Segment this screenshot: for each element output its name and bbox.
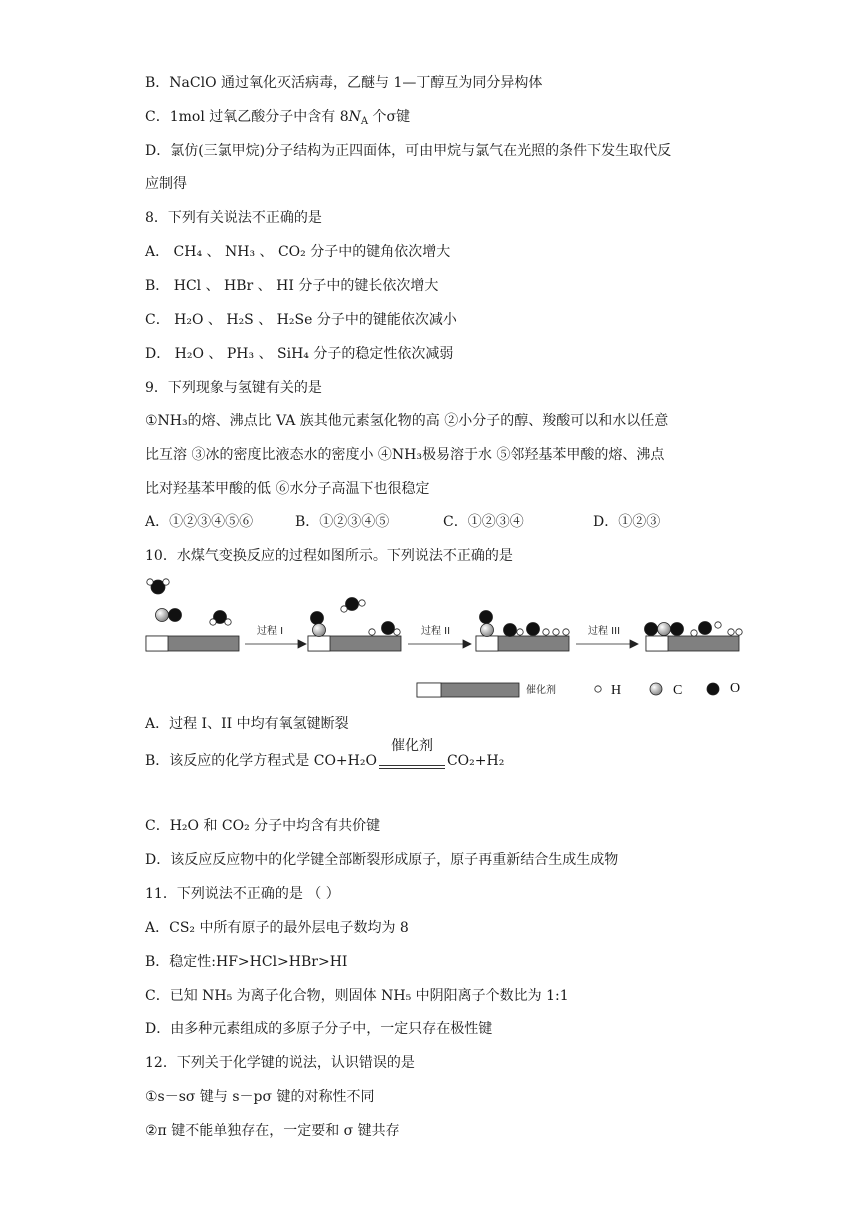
q8-option-d: D． H₂O 、 PH₃ 、 SiH₄ 分子的稳定性依次减弱 [145, 346, 454, 362]
q10-option-a: A．过程 I、II 中均有氧氢键断裂 [145, 716, 349, 732]
oxygen-atom [527, 623, 540, 636]
q11-option-a: A．CS₂ 中所有原子的最外层电子数均为 8 [145, 920, 409, 936]
step-label-2: 过程 II [421, 626, 451, 637]
q7-option-d-line2: 应制得 [145, 176, 187, 192]
legend-c-label: C [673, 683, 683, 698]
hydrogen-atom [517, 629, 523, 635]
avogadro-symbol: N [348, 109, 361, 125]
q10-option-b [145, 738, 505, 771]
q12-item-1: ①s－sσ 键与 s－pσ 键的对称性不同 [145, 1089, 375, 1105]
q7-option-c-text: C．1mol 过氧乙酸分子中含有 8 [145, 109, 349, 125]
hydrogen-atom [210, 619, 216, 625]
hydrogen-atom [543, 629, 549, 635]
q12-item-2: ②π 键不能单独存在，一定要和 σ 键共存 [145, 1123, 400, 1139]
hydrogen-atom [553, 629, 559, 635]
hydrogen-atom [369, 629, 375, 635]
q9-items-line2: 比互溶 ③冰的密度比液态水的密度小 ④NH₃极易溶于水 ⑤邻羟基苯甲酸的熔、沸点 [145, 447, 665, 463]
catalyst-slab-white [476, 636, 498, 651]
oxygen-atom [504, 624, 517, 637]
legend-o-label: O [730, 681, 741, 696]
oxygen-atom [699, 622, 712, 635]
q12-stem: 12．下列关于化学键的说法，认识错误的是 [145, 1055, 415, 1071]
q9-stem: 9．下列现象与氢键有关的是 [145, 380, 322, 396]
carbon-atom [156, 609, 169, 622]
hydrogen-atom [736, 629, 742, 635]
oxygen-atom [169, 609, 182, 622]
carbon-atom [658, 623, 671, 636]
q8-option-c: C． H₂O 、 H₂S 、 H₂Se 分子中的键能依次减小 [145, 312, 457, 328]
avogadro-subscript: A [360, 116, 369, 127]
q9-items-line3: 比对羟基苯甲酸的低 ⑥水分子高温下也很稳定 [145, 481, 430, 497]
q8-option-b: B． HCl 、 HBr 、 HI 分子中的键长依次增大 [145, 278, 439, 294]
q10-option-b-text: B．该反应的化学方程式是 CO+H₂O [145, 753, 377, 769]
q11-option-d: D．由多种元素组成的多原子分子中，一定只存在极性键 [145, 1021, 493, 1037]
q7-option-c-tail: 个σ键 [368, 109, 411, 125]
q7-option-d-line1: D．氯仿(三氯甲烷)分子结构为正四面体，可由甲烷与氯气在光照的条件下发生取代反 [145, 143, 672, 159]
catalyst-slab-white [308, 636, 330, 651]
legend-catalyst-slab-white [417, 683, 441, 697]
legend-oxygen-atom [707, 683, 719, 695]
legend-carbon-atom [650, 683, 662, 695]
oxygen-atom [311, 612, 324, 625]
oxygen-atom [382, 622, 395, 635]
q9-option-b: B．①②③④⑤ [295, 514, 390, 530]
q11-option-b: B．稳定性:HF>HCl>HBr>HI [145, 954, 348, 970]
q9-option-d: D．①②③ [593, 514, 661, 530]
q11-stem: 11．下列说法不正确的是 （ ） [145, 886, 340, 902]
hydrogen-atom [163, 579, 169, 585]
hydrogen-atom [341, 606, 347, 612]
legend-h-label: H [611, 683, 622, 698]
q9-option-c: C．①②③④ [443, 514, 524, 530]
oxygen-atom [480, 611, 493, 624]
hydrogen-atom [359, 600, 365, 606]
catalyst-label: 催化剂 [390, 738, 433, 754]
q10-option-d: D．该反应反应物中的化学键全部断裂形成原子，原子再重新结合生成生成物 [145, 852, 619, 868]
q11-option-c: C．已知 NH₅ 为离子化合物，则固体 NH₅ 中阴阳离子个数比为 1:1 [145, 988, 569, 1004]
step-label-1: 过程 I [257, 626, 284, 637]
hydrogen-atom [715, 622, 721, 628]
oxygen-atom [671, 623, 684, 636]
q9-options [145, 512, 660, 532]
hydrogen-atom [394, 629, 400, 635]
q9-items-line1: ①NH₃的熔、沸点比 VA 族其他元素氢化物的高 ②小分子的醇、羧酸可以和水以任意 [145, 413, 669, 429]
q9-option-a: A．①②③④⑤⑥ [145, 514, 254, 530]
q7-option-b: B．NaClO 通过氧化灭活病毒，乙醚与 1—丁醇互为同分异构体 [145, 75, 543, 91]
carbon-atom [481, 624, 494, 637]
q10-stem: 10．水煤气变换反应的过程如图所示。下列说法不正确的是 [145, 548, 513, 564]
legend-hydrogen-atom [595, 686, 601, 692]
hydrogen-atom [147, 579, 153, 585]
oxygen-atom [645, 623, 658, 636]
q10-option-c: C．H₂O 和 CO₂ 分子中均含有共价键 [145, 818, 381, 834]
q7-option-c [145, 107, 410, 127]
q10-option-b-products: CO₂+H₂ [446, 753, 505, 769]
hydrogen-atom [728, 629, 734, 635]
catalyst-equals-sign [379, 738, 445, 771]
q8-stem: 8．下列有关说法不正确的是 [145, 210, 322, 226]
catalyst-slab-white [146, 636, 168, 651]
step-label-3: 过程 III [588, 626, 621, 637]
legend-catalyst-label: 催化剂 [526, 685, 556, 696]
water-gas-shift-diagram [140, 573, 760, 703]
carbon-atom [313, 624, 326, 637]
hydrogen-atom [563, 629, 569, 635]
equals-line-bottom [379, 768, 445, 769]
hydrogen-atom [691, 630, 697, 636]
q8-option-a: A． CH₄ 、 NH₃ 、 CO₂ 分子中的键角依次增大 [145, 244, 451, 260]
equals-line-top [379, 765, 445, 766]
catalyst-slab-white [646, 636, 668, 651]
hydrogen-atom [225, 619, 231, 625]
